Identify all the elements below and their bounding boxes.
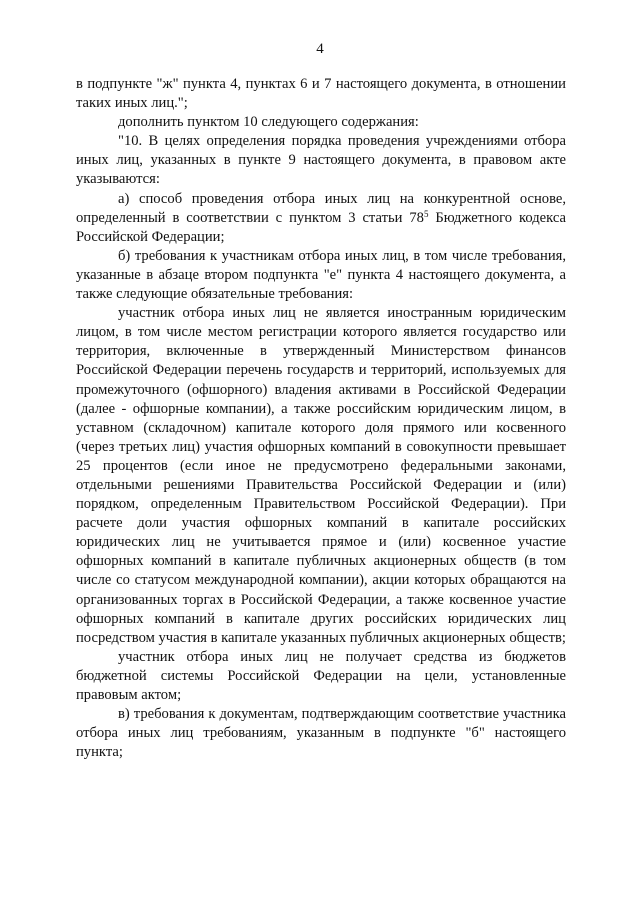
item-a-text-end: Бюджетного кодекса Российской Федерации;: [76, 209, 566, 245]
paragraph-continuation: в подпункте "ж" пункта 4, пунктах 6 и 7 настоящего документа, в отношении таких иных лиц.";: [76, 76, 566, 112]
paragraph-item-b: б) требования к участникам отбора иных лиц, в том числе требования, указанные в абзаце втором подпункта "е" пункта 4 настоящего документа, а также следующие обязательные требования:: [76, 247, 566, 303]
paragraph-clause-10: "10. В целях определения порядка проведения учреждениями отбора иных лиц, указанных в пункте 9 настоящего документа, в правовом акте указываются:: [76, 133, 566, 188]
paragraph-requirement-budget: участник отбора иных лиц не получает средства из бюджетов бюджетной системы Российской Федерации на цели, установленные правовым актом;: [76, 648, 566, 703]
paragraph-item-a: [76, 190, 566, 247]
paragraph-amendment-intro: дополнить пунктом 10 следующего содержания:: [118, 114, 419, 131]
paragraph-requirement-offshore: участник отбора иных лиц не является иностранным юридическим лицом, в том числе местом регистрации которого является государство или территория, включенные в утвержденный Министерством финансов Российской Федерации перечень государств и территорий, используемых для промежуточного (офшорного) владения активами в Российской Федерации (далее - офшорные компании), а также российским юридическим лицом, в уставном (складочном) капитале которого доля прямого или косвенного (через третьих лиц) участия офшорных компаний в совокупности превышает 25 процентов (если иное не предусмотрено федеральными законами, отдельными решениями Правительства Российской Федерации и (или) порядком, определенным Правительством Российской Федерации). При расчете доли участия офшорных компаний в капитале российских юридических лиц не учитывается прямое и (или) косвенное участие офшорных компаний в капитале публичных акционерных обществ (в том числе со статусом международной компании), акции которых обращаются на организованных торгах в Российской Федерации, а также косвенное участие офшорных компаний в капитале других российских юридических лиц посредством участия в капитале указанных публичных акционерных обществ;: [76, 305, 566, 646]
item-a-text: а) способ проведения отбора иных лиц на конкурентной основе, определенный в соответствии с пунктом 3 статьи 78: [76, 190, 566, 226]
paragraph-item-v: в) требования к документам, подтверждающим соответствие участника отбора иных лиц требованиям, указанным в подпункте "б" настоящего пункта;: [76, 706, 566, 761]
article-superscript: 5: [423, 208, 429, 219]
document-body: [76, 75, 566, 762]
page-number: 4: [316, 41, 324, 57]
